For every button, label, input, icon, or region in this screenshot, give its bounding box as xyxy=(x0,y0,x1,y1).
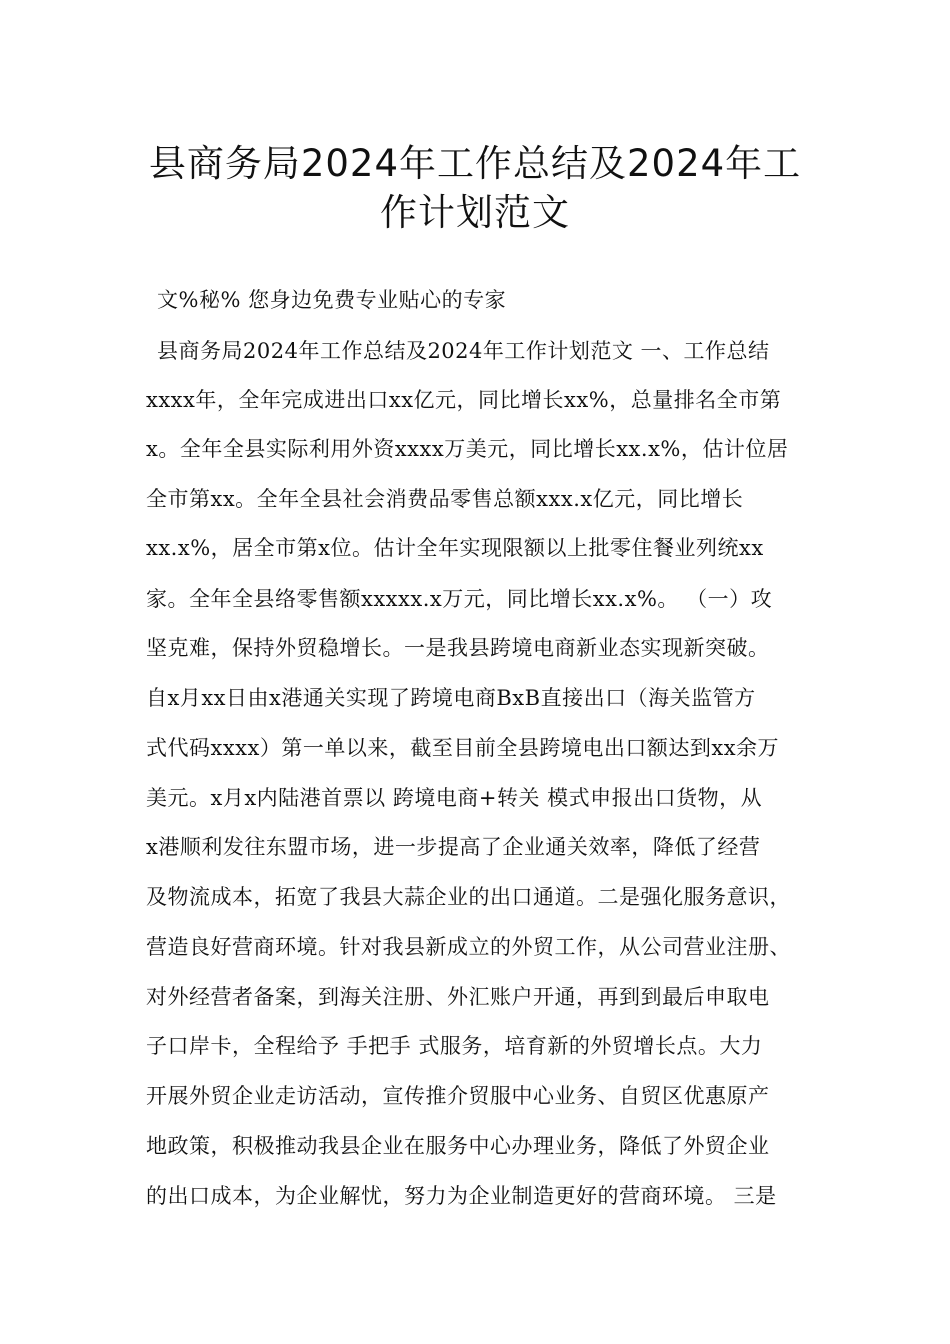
body-line: x。全年全县实际利用外资xxxx万美元，同比增长xx.x%，估计位居 xyxy=(146,437,789,461)
body-line: 自x月xx日由x港通关实现了跨境电商BxB直接出口（海关监管方 xyxy=(146,686,756,710)
body-line: xxxx年，全年完成进出口xx亿元，同比增长xx%，总量排名全市第 xyxy=(146,388,782,412)
body-line: 子口岸卡，全程给予 手把手 式服务，培育新的外贸增长点。大力 xyxy=(146,1034,763,1058)
body-line: 对外经营者备案，到海关注册、外汇账户开通，再到到最后申取电 xyxy=(146,985,770,1009)
body-line: 式代码xxxx）第一单以来，截至目前全县跨境电出口额达到xx余万 xyxy=(146,736,780,760)
body-line: 营造良好营商环境。针对我县新成立的外贸工作，从公司营业注册、 xyxy=(146,935,791,959)
document-title-line-2: 作计划范文 xyxy=(380,191,570,234)
body-line: 美元。x月x内陆港首票以 跨境电商+转关 模式申报出口货物，从 xyxy=(146,786,763,810)
tagline: 文%秘% 您身边免费专业贴心的专家 xyxy=(157,288,507,312)
document-title-line-1: 县商务局2024年工作总结及2024年工 xyxy=(148,142,802,185)
body-line: x港顺利发往东盟市场，进一步提高了企业通关效率，降低了经营 xyxy=(146,835,761,859)
body-line: 的出口成本，为企业解忧，努力为企业制造更好的营商环境。 三是 xyxy=(146,1184,777,1208)
body-line: 县商务局2024年工作总结及2024年工作计划范文 一、工作总结 xyxy=(157,339,770,363)
body-line: 开展外贸企业走访活动，宣传推介贸服中心业务、自贸区优惠原产 xyxy=(146,1084,770,1108)
body-line: 及物流成本，拓宽了我县大蒜企业的出口通道。二是强化服务意识， xyxy=(146,885,791,909)
body-line: 地政策，积极推动我县企业在服务中心办理业务，降低了外贸企业 xyxy=(146,1134,770,1158)
body-line: xx.x%，居全市第x位。估计全年实现限额以上批零住餐业列统xx xyxy=(146,536,764,560)
body-line: 坚克难，保持外贸稳增长。一是我县跨境电商新业态实现新突破。 xyxy=(146,636,770,660)
body-line: 全市第xx。全年全县社会消费品零售总额xxx.x亿元，同比增长 xyxy=(146,487,744,511)
body-line: 家。全年全县络零售额xxxxx.x万元，同比增长xx.x%。 （一）攻 xyxy=(146,587,773,611)
